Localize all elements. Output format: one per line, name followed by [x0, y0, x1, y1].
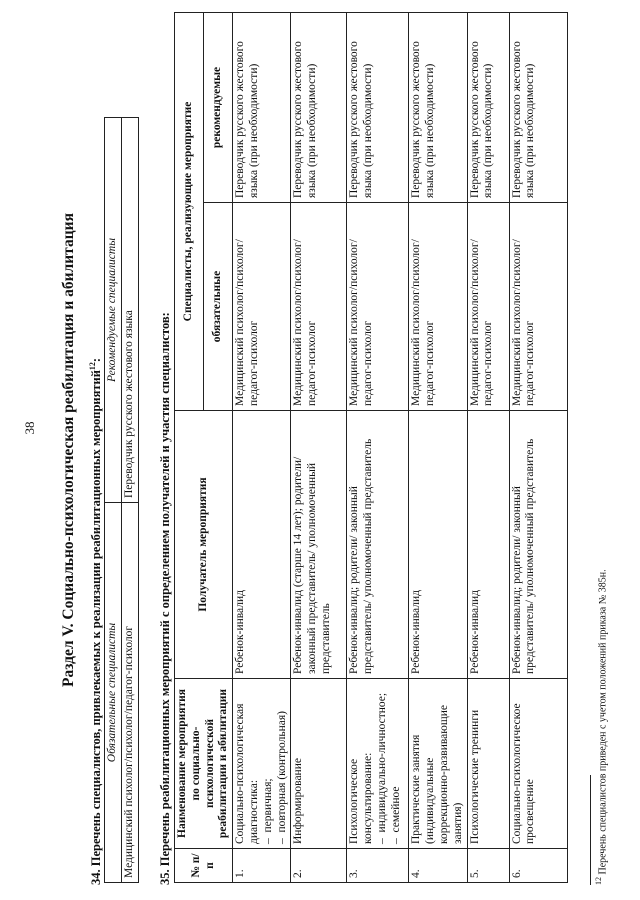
footnote-text: Перечень специалистов приведен с учетом положений приказа № 385н.	[597, 569, 609, 875]
specialists-header-row	[105, 118, 122, 883]
row-measure-name	[291, 679, 347, 849]
row-measure-name	[347, 679, 409, 849]
section-title: Раздел V. Социально-психологическая реабилитация и абилитация	[60, 213, 77, 687]
item-35-heading: 35. Перечень реабилитационных мероприятий с определением получателей и участия специалистов:	[158, 312, 172, 885]
measure-subitem	[376, 683, 390, 844]
header-recipient: Получатель мероприятия	[175, 411, 233, 679]
measure-subitem	[390, 683, 404, 844]
footnote-ref: 12	[88, 362, 97, 371]
row-measure-name	[509, 679, 567, 849]
table-row	[409, 12, 467, 882]
row-required-specialists: Медицинский психолог/психолог/педагог-психолог	[409, 203, 467, 411]
row-number: 5.	[467, 849, 509, 883]
table-row	[347, 12, 409, 882]
specialists-row	[121, 118, 138, 883]
measure-subitem	[262, 683, 276, 844]
col-required-specialists: Обязательные специалисты	[105, 503, 122, 883]
item-34-heading-text: 34. Перечень специалистов, привлекаемых к реализации реабилитационных мероприятий	[89, 370, 104, 885]
measure-subitem-text: повторная (контрольная)	[275, 711, 288, 833]
row-number: 1.	[233, 849, 291, 883]
measure-name-text: Психологическое консультирование:	[348, 752, 375, 844]
measure-name-text: Информирование	[292, 758, 305, 844]
row-required-specialists: Медицинский психолог/психолог/педагог-психолог	[467, 203, 509, 411]
measure-subitem-text: первичная;	[261, 778, 274, 833]
table-row	[509, 12, 567, 882]
row-required-specialists: Медицинский психолог/психолог/педагог-психолог	[509, 203, 567, 411]
table-row	[467, 12, 509, 882]
table-row	[291, 12, 347, 882]
row-recipient: Ребенок-инвалид	[409, 411, 467, 679]
table-row	[233, 12, 291, 882]
row-recipient: Ребенок-инвалид	[233, 411, 291, 679]
measures-body	[233, 12, 567, 882]
item-34-heading	[88, 358, 104, 885]
measure-subitem-text: семейное	[389, 786, 402, 833]
measure-name-text: Психологические тренинги	[468, 709, 481, 844]
dash-marker: –	[261, 832, 274, 844]
measure-subitem-text: индивидуально-личностное;	[375, 692, 388, 833]
specialists-table	[104, 117, 139, 883]
header-specialists: Специалисты, реализующие мероприятие	[175, 12, 204, 410]
dash-marker: –	[375, 832, 388, 844]
row-required-specialists: Медицинский психолог/психолог/педагог-психолог	[347, 203, 409, 411]
measure-name-text: Практические занятия (индивидуальные коррекционно-развивающие занятия)	[410, 705, 464, 844]
dash-marker: –	[389, 832, 402, 844]
row-recipient: Ребенок-инвалид; родители/ законный представитель/ уполномоченный представитель	[347, 411, 409, 679]
row-recommended-specialists: Переводчик русского жестового языка (при необходимости)	[409, 12, 467, 202]
footnote	[594, 569, 608, 885]
row-recommended-specialists: Переводчик русского жестового языка (при необходимости)	[467, 12, 509, 202]
row-measure-name	[233, 679, 291, 849]
recommended-specialists-value: Переводчик русского жестового языка	[121, 118, 138, 503]
footnote-number: 12	[594, 877, 603, 885]
measure-subitem	[276, 683, 290, 844]
row-recommended-specialists: Переводчик русского жестового языка (при необходимости)	[291, 12, 347, 202]
footnote-separator	[590, 775, 591, 885]
row-recipient: Ребенок-инвалид	[467, 411, 509, 679]
measures-table	[174, 12, 568, 883]
row-number: 6.	[509, 849, 567, 883]
row-number: 3.	[347, 849, 409, 883]
row-recommended-specialists: Переводчик русского жестового языка (при необходимости)	[509, 12, 567, 202]
measure-name-text: Социально-психологическая диагностика:	[234, 703, 260, 844]
dash-marker: –	[275, 832, 288, 844]
header-recommended: рекомендуемые	[204, 12, 233, 202]
row-recommended-specialists: Переводчик русского жестового языка (при необходимости)	[347, 12, 409, 202]
row-recipient: Ребенок-инвалид (старше 14 лет); родители/ законный представитель/ уполномоченный представитель	[291, 411, 347, 679]
required-specialists-value: Медицинский психолог/психолог/педагог-психолог	[121, 503, 138, 883]
item-34-heading-end: :	[89, 357, 104, 363]
page-number: 38	[22, 421, 37, 435]
row-number: 4.	[409, 849, 467, 883]
col-recommended-specialists: Рекомендуемые специалисты	[105, 118, 122, 503]
row-required-specialists: Медицинский психолог/психолог/педагог-психолог	[233, 203, 291, 411]
row-measure-name	[467, 679, 509, 849]
measures-header-row-1	[175, 12, 204, 882]
row-measure-name	[409, 679, 467, 849]
row-required-specialists: Медицинский психолог/психолог/педагог-психолог	[291, 203, 347, 411]
measure-name-text: Социально-психологическое просвещение	[510, 703, 537, 844]
row-recommended-specialists: Переводчик русского жестового языка (при необходимости)	[233, 12, 291, 202]
header-measure-name: Наименование мероприятия по социально-психологической реабилитации и абилитации	[175, 679, 233, 849]
row-recipient: Ребенок-инвалид; родители/ законный представитель/ уполномоченный представитель	[509, 411, 567, 679]
header-num: № п/п	[175, 849, 233, 883]
row-number: 2.	[291, 849, 347, 883]
header-required: обязательные	[204, 203, 233, 411]
